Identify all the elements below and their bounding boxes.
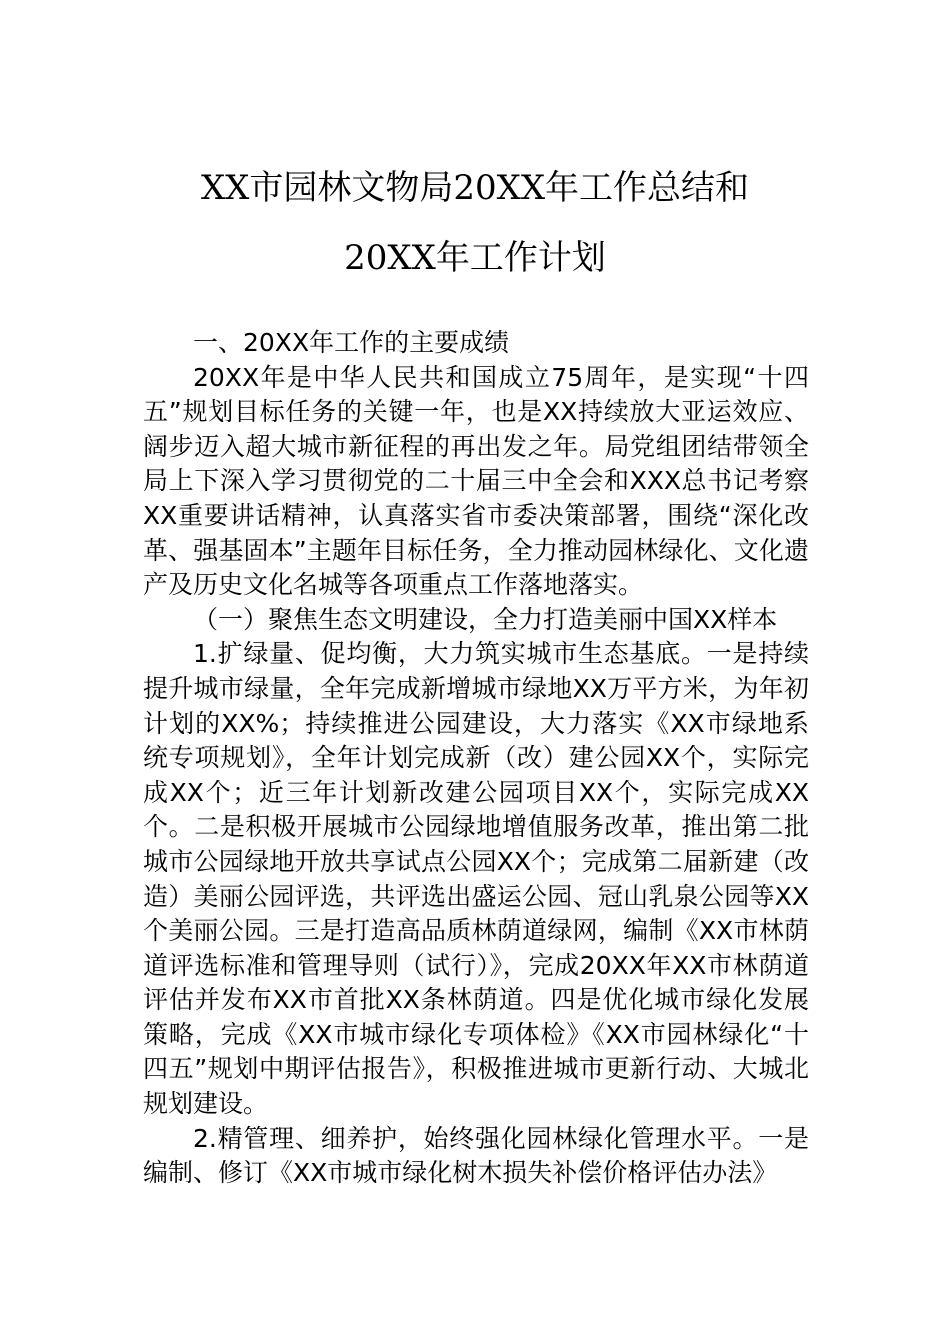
section-heading: 一、20XX年工作的主要成绩: [193, 328, 510, 357]
subsection-heading: （一）聚焦生态文明建设，全力打造美丽中国XX样本: [193, 604, 778, 634]
document-title-line1: XX市园林文物局20XX年工作总结和: [200, 168, 750, 208]
body-paragraph: 1.扩绿量、促均衡，大力筑实城市生态基底。一是持续提升城市绿量，全年完成新增城市绿地XX万平方米，为年初计划的XX%；持续推进公园建设，大力落实《XX市绿地系统专项规划》，全年计划完成新（改）建公园XX个，实际完成XX个；近三年计划新改建公园项目XX个，实际完成XX个。二是积极开展城市公园绿地增值服务改革，推出第二批城市公园绿地开放共享试点公园XX个；完成第二届新建（改造）美丽公园评选，共评选出盛运公园、冠山乳泉公园等XX个美丽公园。三是打造高品质林荫道绿网，编制《XX市林荫道评选标准和管理导则（试行）》，完成20XX年XX市林荫道评估并发布XX市首批XX条林荫道。四是优化城市绿化发展策略，完成《XX市城市绿化专项体检》《XX市园林绿化“十四五”规划中期评估报告》，积极推进城市更新行动、大城北规划建设。: [143, 639, 809, 1119]
document-body: [143, 326, 809, 1191]
body-paragraph: 2.精管理、细养护，始终强化园林绿化管理水平。一是编制、修订《XX市城市绿化树木损失补偿价格评估办法》: [143, 1123, 809, 1188]
body-paragraph: 20XX年是中华人民共和国成立75周年，是实现“十四五”规划目标任务的关键一年，也是XX持续放大亚运效应、阔步迈入超大城市新征程的再出发之年。局党组团结带领全局上下深入学习贯彻党的二十届三中全会和XXX总书记考察XX重要讲话精神，认真落实省市委决策部署，围绕“深化改革、强基固本”主题年目标任务，全力推动园林绿化、文化遗产及历史文化名城等各项重点工作落地落实。: [143, 362, 809, 600]
document-title-line2: 20XX年工作计划: [344, 238, 606, 278]
